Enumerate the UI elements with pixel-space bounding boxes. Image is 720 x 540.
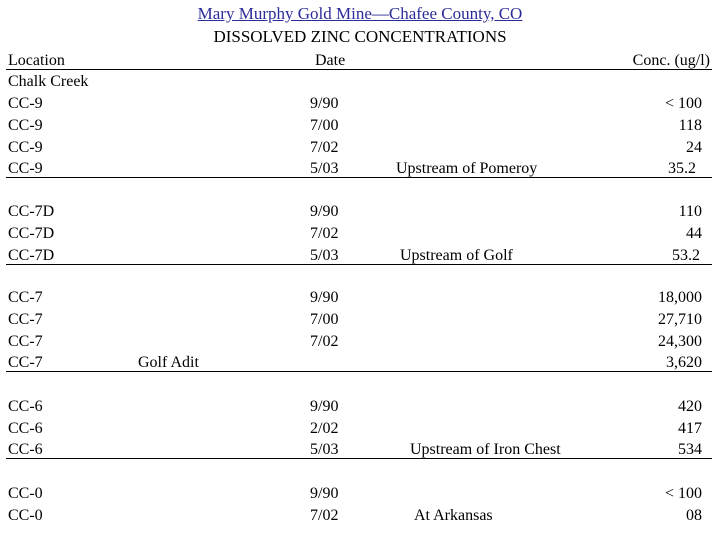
table-row-conc: 18,000	[658, 289, 702, 306]
table-row-date: 9/90	[310, 289, 339, 306]
table-row-location: CC-6	[8, 441, 43, 458]
table-row-conc: 44	[686, 225, 702, 242]
table-row-location: CC-6	[8, 398, 43, 415]
header-date: Date	[315, 52, 346, 69]
table-row-conc: 27,710	[658, 311, 702, 328]
table-row-location: CC-9	[8, 160, 43, 177]
table-row-date: 9/90	[310, 95, 339, 112]
table-row-date: 7/02	[310, 139, 339, 156]
table-row-conc: 3,620	[666, 354, 702, 371]
header-rule	[6, 69, 712, 70]
table-row-date: 5/03	[310, 441, 339, 458]
region-label: Chalk Creek	[8, 73, 89, 90]
table-row-conc: 08	[686, 507, 702, 524]
table-row-location: CC-7D	[8, 225, 55, 242]
table-row-conc: 35.2	[668, 160, 696, 177]
table-row-date: 7/02	[310, 333, 339, 350]
table-row-location: CC-0	[8, 485, 43, 502]
table-row-location: CC-7	[8, 311, 43, 328]
table-row-date: 7/02	[310, 507, 339, 524]
header-conc: Conc. (ug/l)	[632, 52, 710, 69]
group-note: Upstream of Pomeroy	[396, 160, 538, 177]
table-row-conc: < 100	[664, 485, 702, 502]
table-row-conc: 420	[678, 398, 702, 415]
table-row-date: 7/00	[310, 311, 339, 328]
table-row-location: CC-7	[8, 289, 43, 306]
group-rule	[6, 264, 712, 265]
table-row-conc: 534	[678, 441, 702, 458]
page-title: Mary Murphy Gold Mine—Chafee County, CO	[197, 4, 523, 23]
table-row-date: 9/90	[310, 398, 339, 415]
table-row-date: 9/90	[310, 485, 339, 502]
table-row-conc: < 100	[664, 95, 702, 112]
table-row-location: CC-7	[8, 354, 43, 371]
table-row-conc: 24,300	[658, 333, 702, 350]
table-row-location: CC-0	[8, 507, 43, 524]
table-row-conc: 118	[678, 117, 702, 134]
table-row-location: CC-9	[8, 117, 43, 134]
table-row-date: 2/02	[310, 420, 339, 437]
table-row-date: 5/03	[310, 160, 339, 177]
group-rule	[6, 177, 712, 178]
table-row-date: 5/03	[310, 247, 339, 264]
table-row-conc: 24	[686, 139, 702, 156]
table-row-date: 9/90	[310, 203, 339, 220]
table-row-location: CC-9	[8, 95, 43, 112]
table-row-conc: 417	[678, 420, 702, 437]
table-row-location: CC-7D	[8, 247, 55, 264]
header-location: Location	[8, 52, 65, 69]
table-row-location: CC-7	[8, 333, 43, 350]
group-note: Upstream of Golf	[400, 247, 513, 264]
table-row-date: 7/02	[310, 225, 339, 242]
table-row-conc: 53.2	[672, 247, 700, 264]
group-note: At Arkansas	[414, 507, 493, 524]
group-note: Upstream of Iron Chest	[410, 441, 561, 458]
group-rule	[6, 371, 712, 372]
table-row-location: CC-9	[8, 139, 43, 156]
table-row-date: 7/00	[310, 117, 339, 134]
table-row-location: CC-6	[8, 420, 43, 437]
page-subtitle: DISSOLVED ZINC CONCENTRATIONS	[213, 27, 507, 46]
table-row-location: CC-7D	[8, 203, 55, 220]
group-note: Golf Adit	[138, 354, 199, 371]
table-row-conc: 110	[678, 203, 702, 220]
group-rule	[6, 458, 712, 459]
